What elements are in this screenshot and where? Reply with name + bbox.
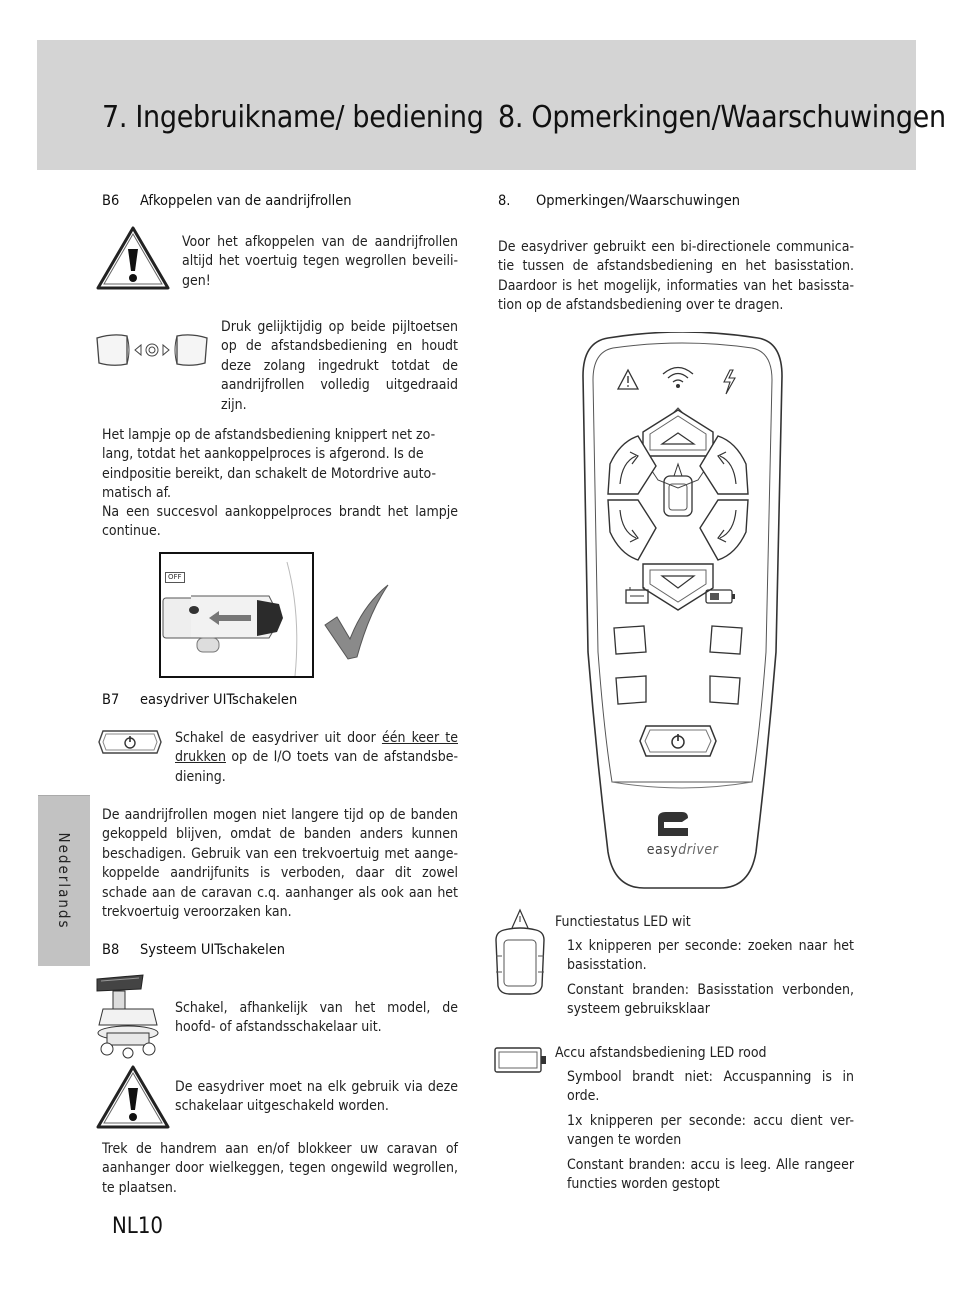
led1-item: Constant branden: Basisstation verbonden, systeem gebruiksklaar <box>567 982 854 1018</box>
b6-instruction-text: Druk gelijktijdig op beide pijltoetsen op de afstandsbediening en houdt deze zolang ingedrukt totdat de aandrijfrollen volledig uitgedraaid zijn. <box>221 319 458 413</box>
b6-paragraph-2: Na een succesvol aankoppelproces brandt het lampje continue. <box>102 504 458 540</box>
led2-title: Accu afstandsbediening LED rood <box>555 1045 767 1061</box>
b8-warning-text: De easydriver moet na elk gebruik via deze schakelaar uitgeschakeld worden. <box>175 1079 458 1115</box>
section-title: easydriver UITschakelen <box>140 692 298 708</box>
off-label: OFF <box>165 572 185 583</box>
led2-item: Constant branden: accu is leeg. Alle rangeer functies worden gestopt <box>567 1157 854 1193</box>
section-8-heading <box>498 193 740 209</box>
brand-easy: easy <box>646 842 679 858</box>
section-number: 8. <box>498 193 511 209</box>
section-b7-heading <box>102 692 297 708</box>
arrow-keys-icon <box>93 330 211 370</box>
section-number: B7 <box>102 692 120 708</box>
brand-logo-text <box>580 842 785 858</box>
b7-text-before: Schakel de easydriver uit door <box>175 730 382 746</box>
warning-triangle-icon <box>95 1064 171 1130</box>
power-key-icon <box>97 727 163 757</box>
led2-item: Symbool brandt niet: Accuspanning is in orde. <box>567 1069 854 1105</box>
language-label: Nederlands <box>55 832 73 930</box>
b8-paragraph: Trek de handrem aan en/of blokkeer uw caravan of aanhanger door wielkeggen, tegen ongewild wegrollen, te plaatsen. <box>102 1141 458 1196</box>
page-title-right: 8. Opmerkingen/Waarschuwingen <box>498 100 946 135</box>
led2-item: 1x knipperen per seconde: accu dient ver-vangen te worden <box>567 1113 854 1149</box>
b6-warning-text: Voor het afkoppelen van de aandrijfrollen altijd het voertuig tegen wegrollen beveili-gen! <box>182 234 458 289</box>
page-title-left: 7. Ingebruikname/ bediening <box>102 100 484 135</box>
brand-driver: driver <box>678 842 719 858</box>
section-number: B6 <box>102 193 120 209</box>
section-b6-heading <box>102 193 352 209</box>
section-title: Systeem UITschakelen <box>140 942 285 958</box>
main-switch-icon <box>93 973 163 1059</box>
led1-title: Functiestatus LED wit <box>555 914 691 930</box>
led1-item: 1x knipperen per seconde: zoeken naar het basisstation. <box>567 938 854 974</box>
section-title: Opmerkingen/Waarschuwingen <box>536 193 741 209</box>
drive-unit-drawing <box>161 554 312 676</box>
b6-paragraph-1: Het lampje op de afstandsbediening knippert net zo-lang, totdat het aankoppelproces is afgerond. Is de eindpositie bereikt, dan schakelt de Motordrive auto-matisch af. <box>102 427 437 502</box>
b7-text-emphasis: één keer te drukken <box>175 730 458 766</box>
section-title: Afkoppelen van de aandrijfrollen <box>140 193 352 209</box>
remote-control-drawing <box>580 332 785 892</box>
section-b8-heading <box>102 942 285 958</box>
b7-text-after: op de I/O toets van de afstandsbe-diening. <box>175 749 458 785</box>
b7-paragraph: De aandrijfrollen mogen niet langere tijd op de banden gekoppeld blijven, omdat de banden anders kunnen beschadigen. Gebruik van een trekvoertuig met aange-koppelde aandrijfunits is verboden, daar dit zowel schade aan de caravan c.q. aanhanger als ook aan het trekvoertuig veroorzaken kan. <box>102 807 458 921</box>
remote-control-illustration <box>580 332 785 892</box>
b7-instruction-text <box>175 729 458 787</box>
section-8-intro: De easydriver gebruikt een bi-directionele communica-tie tussen de afstandsbediening en het basisstation. Daardoor is het mogelijk, informaties van het basissta-tion op de afstandsbediening over te dragen. <box>498 239 854 314</box>
remote-status-led-icon <box>494 906 550 998</box>
page-number: NL10 <box>112 1214 164 1239</box>
section-number: B8 <box>102 942 120 958</box>
language-side-tab <box>38 795 90 966</box>
warning-triangle-icon <box>95 225 171 291</box>
checkmark-icon <box>323 583 391 661</box>
b8-switch-text: Schakel, afhankelijk van het model, de hoofd- of afstandsschakelaar uit. <box>175 1000 458 1036</box>
drive-unit-illustration <box>159 552 314 678</box>
battery-icon <box>493 1044 549 1076</box>
